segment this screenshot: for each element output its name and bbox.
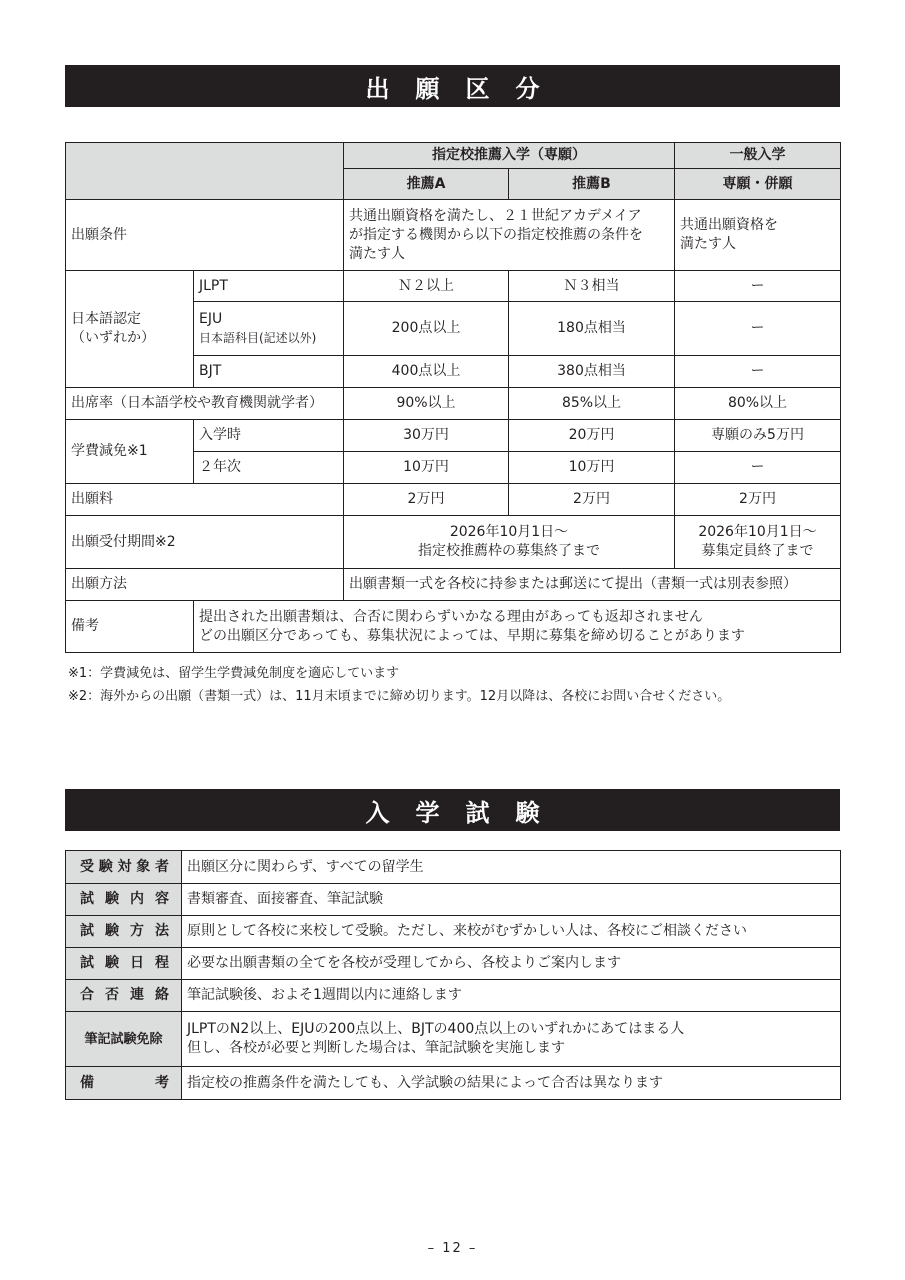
bjt-general: ー	[675, 356, 841, 388]
eju-label: EJU 日本語科目(記述以外)	[194, 302, 344, 356]
tuition-entry-label: 入学時	[194, 420, 344, 452]
header-rec-b: 推薦B	[509, 169, 675, 200]
page-number: – 12 –	[427, 1241, 478, 1256]
fee-rec-b: 2万円	[509, 484, 675, 516]
remarks-value: 提出された出願書類は、合否に関わらずいかなる理由があっても返却されません どの出願区分であっても、募集状況によっては、早期に募集を締め切ることがあります	[194, 601, 841, 653]
tuition-entry-rec-b: 20万円	[509, 420, 675, 452]
row-label-period: 出願受付期間※2	[66, 516, 344, 569]
exam-label-schedule: 試験日程	[66, 948, 182, 980]
tuition-second-rec-a: 10万円	[344, 452, 509, 484]
row-label-japanese: 日本語認定 （いずれか）	[66, 271, 194, 388]
row-label-remarks: 備考	[66, 601, 194, 653]
method-value: 出願書類一式を各校に持参または郵送にて提出（書類一式は別表参照）	[344, 569, 841, 601]
header-general-type: 専願・併願	[675, 169, 841, 200]
application-category-table	[65, 142, 841, 653]
exam-label-exemption: 筆記試験免除	[66, 1012, 182, 1067]
jlpt-rec-b: Ｎ３相当	[509, 271, 675, 302]
row-label-attendance: 出席率（日本語学校や教育機関就学者）	[66, 388, 344, 420]
footnote-1: ※1：学費減免は、留学生学費減免制度を適応しています	[68, 666, 400, 681]
exam-value-content: 書類審査、面接審査、筆記試験	[182, 884, 841, 916]
section-title-application: 出願区分	[65, 65, 840, 107]
tuition-second-rec-b: 10万円	[509, 452, 675, 484]
section-title-exam: 入学試験	[65, 789, 840, 831]
exam-value-exemption: JLPTのN2以上、EJUの200点以上、BJTの400点以上のいずれかにあてはまる人 但し、各校が必要と判断した場合は、筆記試験を実施します	[182, 1012, 841, 1067]
bjt-rec-b: 380点相当	[509, 356, 675, 388]
condition-designated: 共通出願資格を満たし、２１世紀アカデメイア が指定する機関から以下の指定校推薦の条件を 満たす人	[344, 200, 675, 271]
header-rec-a: 推薦A	[344, 169, 509, 200]
jlpt-rec-a: Ｎ２以上	[344, 271, 509, 302]
header-designated: 指定校推薦入学（専願）	[344, 143, 675, 169]
tuition-entry-rec-a: 30万円	[344, 420, 509, 452]
exam-value-schedule: 必要な出願書類の全てを各校が受理してから、各校よりご案内します	[182, 948, 841, 980]
eju-general: ー	[675, 302, 841, 356]
eju-rec-a: 200点以上	[344, 302, 509, 356]
fee-rec-a: 2万円	[344, 484, 509, 516]
footnotes	[68, 662, 730, 708]
tuition-second-general: ー	[675, 452, 841, 484]
condition-general: 共通出願資格を 満たす人	[675, 200, 841, 271]
exam-label-result: 合否連絡	[66, 980, 182, 1012]
exam-label-content: 試験内容	[66, 884, 182, 916]
exam-label-target: 受験対象者	[66, 851, 182, 884]
exam-label-remarks: 備考	[66, 1067, 182, 1100]
row-label-condition: 出願条件	[66, 200, 344, 271]
period-general: 2026年10月1日〜 募集定員終了まで	[675, 516, 841, 569]
fee-general: 2万円	[675, 484, 841, 516]
attendance-general: 80%以上	[675, 388, 841, 420]
header-general: 一般入学	[675, 143, 841, 169]
exam-value-target: 出願区分に関わらず、すべての留学生	[182, 851, 841, 884]
jlpt-general: ー	[675, 271, 841, 302]
row-label-tuition: 学費減免※1	[66, 420, 194, 484]
header-blank	[66, 143, 344, 200]
bjt-label: BJT	[194, 356, 344, 388]
eju-rec-b: 180点相当	[509, 302, 675, 356]
period-designated: 2026年10月1日〜 指定校推薦枠の募集終了まで	[344, 516, 675, 569]
footnote-2: ※2：海外からの出願（書類一式）は、11月末頃までに締め切ります。12月以降は、各校にお問い合せください。	[68, 689, 731, 704]
row-label-fee: 出願料	[66, 484, 344, 516]
tuition-second-label: ２年次	[194, 452, 344, 484]
exam-value-remarks: 指定校の推薦条件を満たしても、入学試験の結果によって合否は異なります	[182, 1067, 841, 1100]
tuition-entry-general: 専願のみ5万円	[675, 420, 841, 452]
exam-value-result: 筆記試験後、およそ1週間以内に連絡します	[182, 980, 841, 1012]
exam-label-method: 試験方法	[66, 916, 182, 948]
attendance-rec-a: 90%以上	[344, 388, 509, 420]
bjt-rec-a: 400点以上	[344, 356, 509, 388]
jlpt-label: JLPT	[194, 271, 344, 302]
row-label-method: 出願方法	[66, 569, 344, 601]
exam-value-method: 原則として各校に来校して受験。ただし、来校がむずかしい人は、各校にご相談ください	[182, 916, 841, 948]
entrance-exam-table	[65, 850, 841, 1100]
attendance-rec-b: 85%以上	[509, 388, 675, 420]
